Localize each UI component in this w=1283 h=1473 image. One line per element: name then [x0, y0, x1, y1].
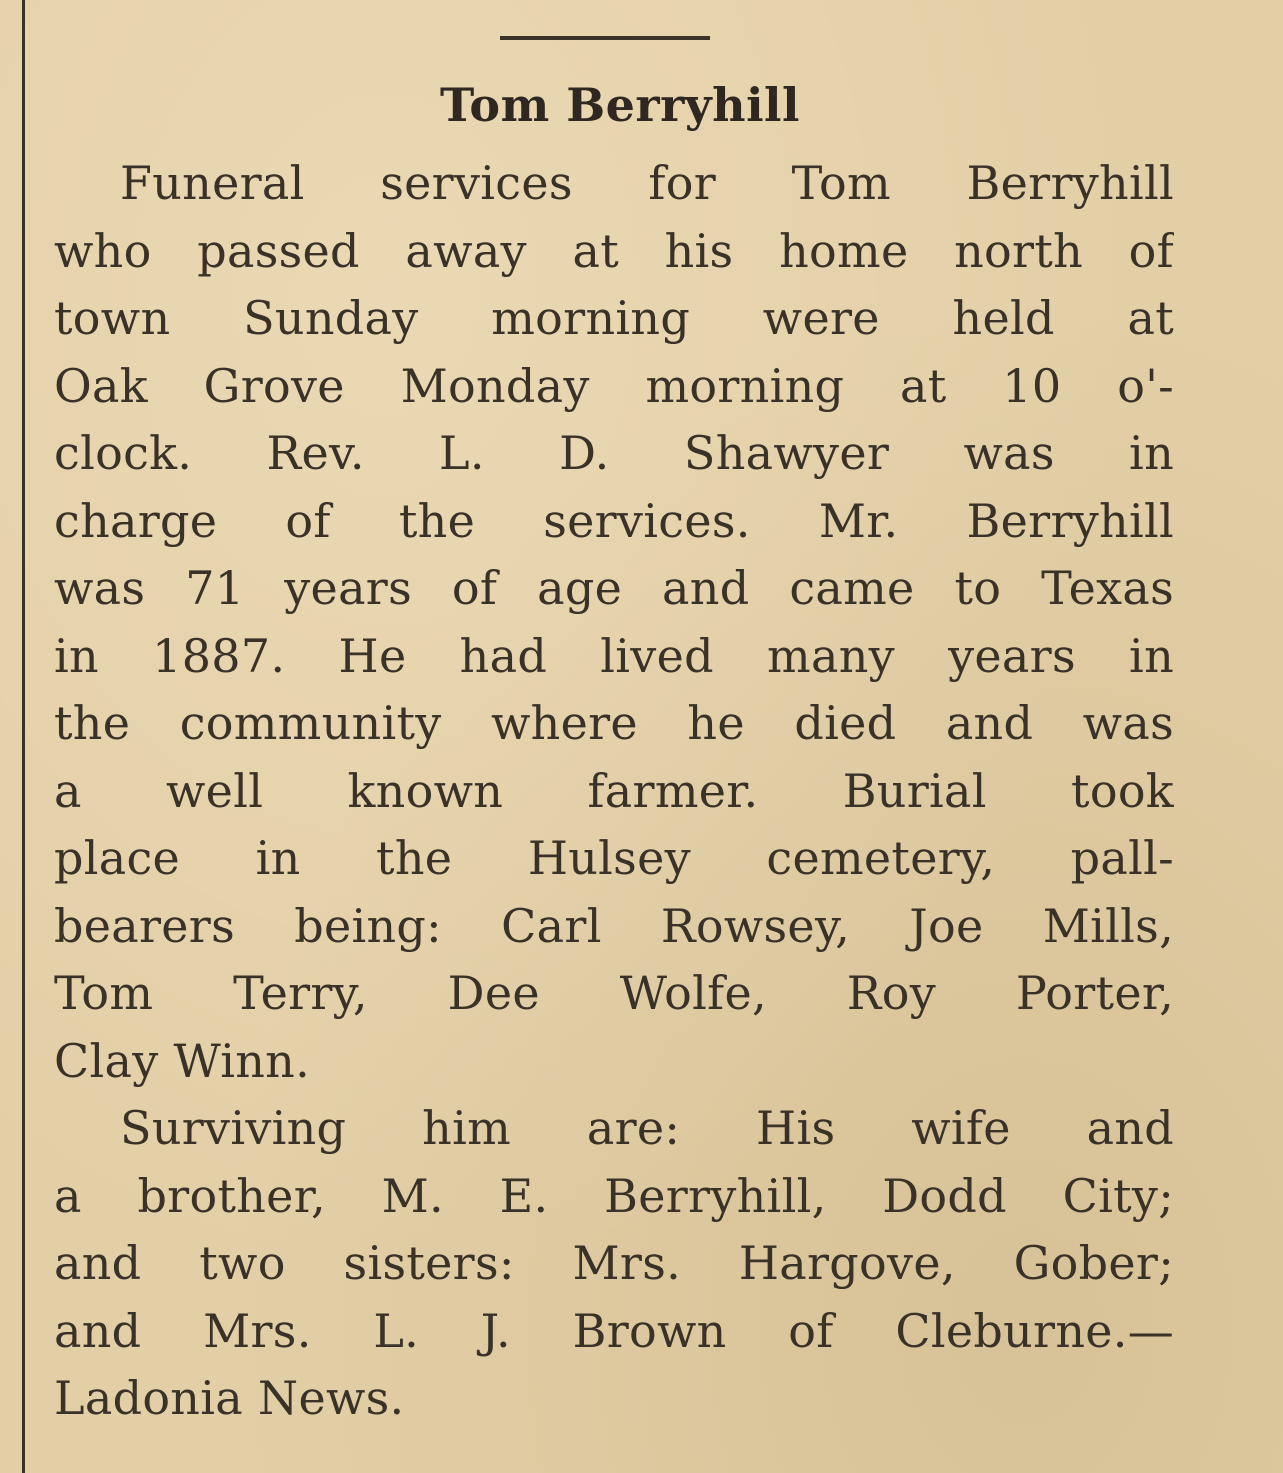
- article-line: charge of the services. Mr. Berryhill: [54, 493, 1174, 548]
- column-divider-rule: [22, 0, 25, 1473]
- article-line: the community where he died and was: [54, 696, 1174, 750]
- article-line: and Mrs. L. J. Brown of Cleburne.—: [54, 1303, 1174, 1358]
- article-line: and two sisters: Mrs. Hargove, Gober;: [54, 1236, 1174, 1290]
- article-line: clock. Rev. L. D. Shawyer was in: [54, 426, 1174, 480]
- article-line: place in the Hulsey cemetery, pall-: [54, 831, 1174, 885]
- article-line: Surviving him are: His wife and: [120, 1101, 1174, 1155]
- article-line: Ladonia News.: [54, 1371, 405, 1425]
- article-line: Funeral services for Tom Berryhill: [120, 156, 1174, 210]
- article-line: Clay Winn.: [54, 1033, 310, 1088]
- article-line: in 1887. He had lived many years in: [54, 628, 1174, 683]
- article-line: Oak Grove Monday morning at 10 o'-: [54, 358, 1174, 413]
- article-line: a brother, M. E. Berryhill, Dodd City;: [54, 1168, 1174, 1223]
- paragraph-2: [54, 1095, 1174, 1433]
- article-line: who passed away at his home north of: [54, 223, 1174, 278]
- paragraph-1: [54, 150, 1174, 1095]
- article-line: bearers being: Carl Rowsey, Joe Mills,: [54, 898, 1174, 953]
- article-line: Tom Terry, Dee Wolfe, Roy Porter,: [54, 966, 1174, 1020]
- headline-rule: [500, 36, 710, 40]
- obituary-headline: Tom Berryhill: [439, 78, 801, 132]
- article-line: was 71 years of age and came to Texas: [54, 561, 1174, 615]
- article-line: a well known farmer. Burial took: [54, 763, 1174, 818]
- obituary-article: [54, 150, 1174, 1433]
- article-line: town Sunday morning were held at: [54, 291, 1174, 345]
